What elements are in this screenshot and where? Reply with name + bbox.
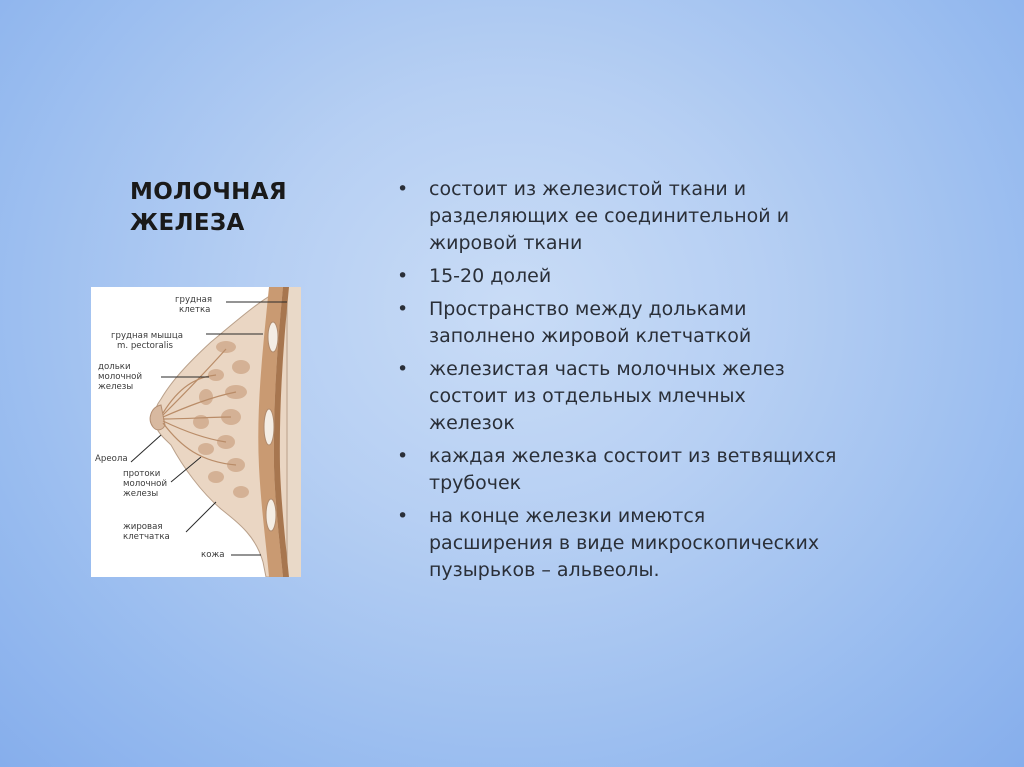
bullet-line: Пространство между дольками bbox=[429, 298, 747, 320]
bullet-line: железистая часть молочных желез bbox=[429, 358, 785, 380]
bullet-dot: • bbox=[397, 265, 409, 287]
bullet-line: жировой ткани bbox=[429, 232, 583, 254]
bullet-line: на конце железки имеются bbox=[429, 505, 706, 527]
bullet-item bbox=[397, 263, 867, 290]
label-ducts: железы bbox=[123, 489, 159, 499]
bullet-dot: • bbox=[397, 178, 409, 200]
rib bbox=[268, 322, 278, 352]
breast-anatomy-illustration bbox=[91, 287, 301, 577]
bullet-list bbox=[397, 176, 867, 590]
label-chest: клетка bbox=[179, 305, 211, 315]
bullet-line: расширения в виде микроскопических bbox=[429, 532, 820, 554]
label-muscle: грудная мышца bbox=[111, 331, 184, 341]
rib bbox=[264, 409, 274, 445]
bullet-item bbox=[397, 176, 867, 257]
bullet-dot: • bbox=[397, 358, 409, 380]
bullet-line: заполнено жировой клетчаткой bbox=[429, 325, 752, 347]
bullet-item bbox=[397, 443, 867, 497]
bullet-line: 15-20 долей bbox=[429, 265, 552, 287]
label-areola: Ареола bbox=[95, 454, 128, 464]
label-ducts: протоки bbox=[123, 469, 161, 479]
chest-wall bbox=[287, 287, 301, 577]
label-ducts: молочной bbox=[123, 479, 168, 489]
anatomy-diagram bbox=[91, 287, 301, 577]
label-lobes: дольки bbox=[98, 362, 131, 372]
slide-title-line-1: МОЛОЧНАЯ bbox=[130, 179, 287, 205]
label-lobes: железы bbox=[98, 382, 134, 392]
label-fat: клетчатка bbox=[123, 532, 170, 542]
bullet-line: трубочек bbox=[429, 472, 522, 494]
bullet-item bbox=[397, 503, 867, 584]
label-fat: жировая bbox=[123, 522, 163, 532]
label-chest: грудная bbox=[175, 295, 213, 305]
slide-title bbox=[130, 177, 330, 239]
bullet-line: железок bbox=[429, 412, 515, 434]
bullet-dot: • bbox=[397, 298, 409, 320]
bullet-item bbox=[397, 356, 867, 437]
bullet-line: состоит из отдельных млечных bbox=[429, 385, 746, 407]
rib bbox=[266, 499, 276, 531]
label-skin: кожа bbox=[201, 550, 225, 560]
bullet-item bbox=[397, 296, 867, 350]
label-muscle: m. pectoralis bbox=[117, 341, 173, 351]
slide-title-line-2: ЖЕЛЕЗА bbox=[130, 210, 245, 236]
bullet-dot: • bbox=[397, 505, 409, 527]
bullet-line: пузырьков – альвеолы. bbox=[429, 559, 660, 581]
bullet-line: каждая железка состоит из ветвящихся bbox=[429, 445, 837, 467]
bullet-line: разделяющих ее соединительной и bbox=[429, 205, 790, 227]
bullet-dot: • bbox=[397, 445, 409, 467]
label-lobes: молочной bbox=[98, 372, 143, 382]
bullet-line: состоит из железистой ткани и bbox=[429, 178, 747, 200]
